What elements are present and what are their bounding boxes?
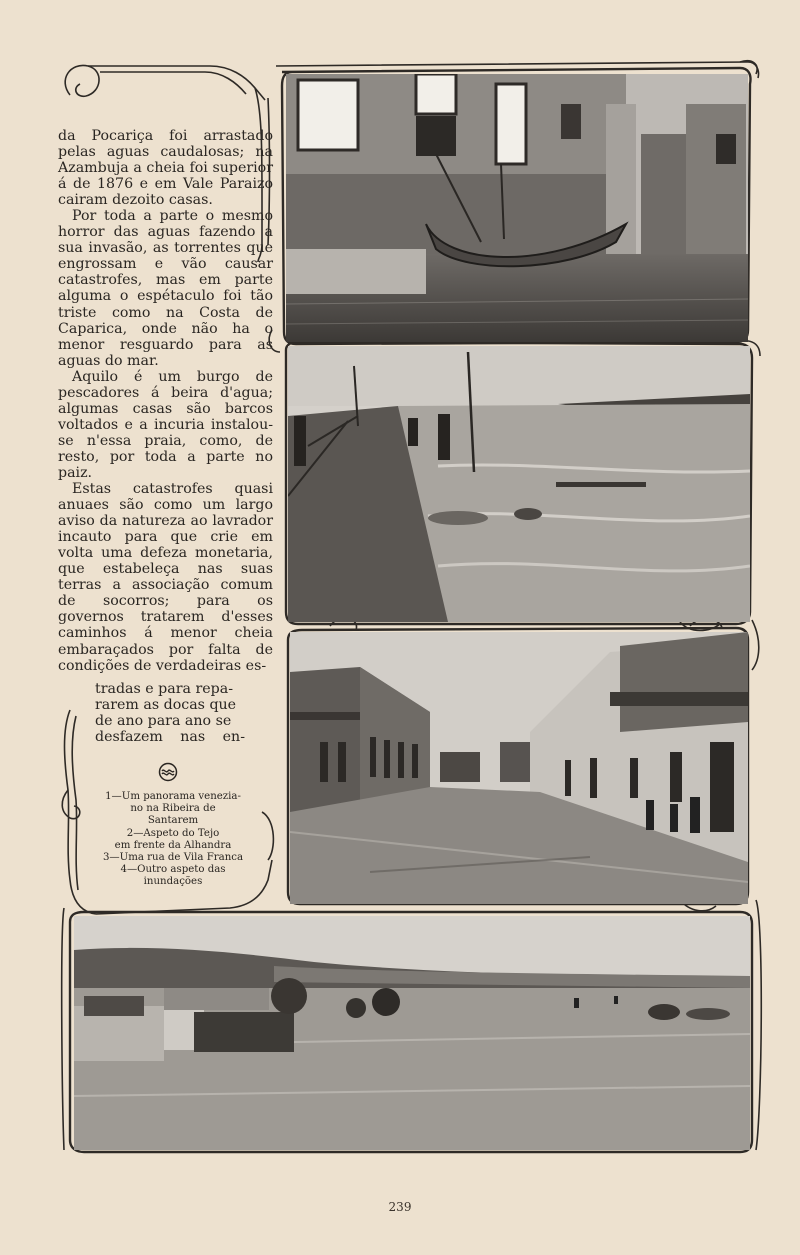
caption-line: 4—Outro aspeto das (120, 864, 226, 876)
caption-line: 3—Uma rua de Vila Franca (102, 852, 244, 864)
tail-line-1: tradas e para repa- (95, 681, 233, 697)
photo-captions (88, 791, 258, 889)
photo-flooded-street-boat (286, 74, 748, 342)
article-text-column (58, 128, 273, 674)
tail-line-3: de ano para ano se (95, 713, 232, 730)
photo-vila-franca-street (290, 632, 748, 904)
photo-inundations-panorama (74, 916, 750, 1150)
caption-line: 1—Um panorama venezia- (105, 791, 241, 802)
tail-line-4: desfazem nas en- (95, 729, 245, 746)
page-number: 239 (388, 1200, 412, 1214)
paragraph-4: Estas catastrofes quasi anuaes são como um largo aviso da natureza ao lavrador incauto para que crie em volta uma defeza monetaria, que estabeleça nas suas terras a associação comum de socorros; para os governos tratarem d'esses caminhos á menor cheia embaraçados por falta de condições de verdadeiras es- (58, 481, 273, 674)
caption-line: no na Ribeira de (130, 803, 216, 815)
photo-tejo-river-railway (288, 346, 750, 622)
tail-line-2: rarem as docas que (95, 697, 237, 714)
paragraph-1: da Pocariça foi arrastado pelas aguas caudalosas; na Azambuja a cheia foi superior á de 1876 e em Vale Paraizo cairam dezoito casas. (58, 128, 273, 209)
wave-ornament-icon (158, 762, 178, 782)
paragraph-2: Por toda a parte o mesmo horror das aguas fazendo a sua invasão, as torrentes que engrossam e vão causar catastrofes, mas em parte alguma o espétaculo foi tão triste como na Costa de Caparica, onde não ha o menor resguardo para as aguas do mar. (58, 208, 273, 369)
article-text-tail (95, 681, 245, 745)
caption-line: Santarem (147, 815, 199, 827)
caption-line: inundações (143, 876, 203, 888)
caption-line: 2—Aspeto do Tejo (126, 827, 220, 839)
paragraph-3: Aquilo é um burgo de pescadores á beira d'agua; algumas casas são barcos voltados e a incuria instalou-se n'essa praia, como, de resto, por toda a parte no paiz. (58, 368, 273, 481)
caption-line: em frente da Alhandra (114, 839, 232, 851)
